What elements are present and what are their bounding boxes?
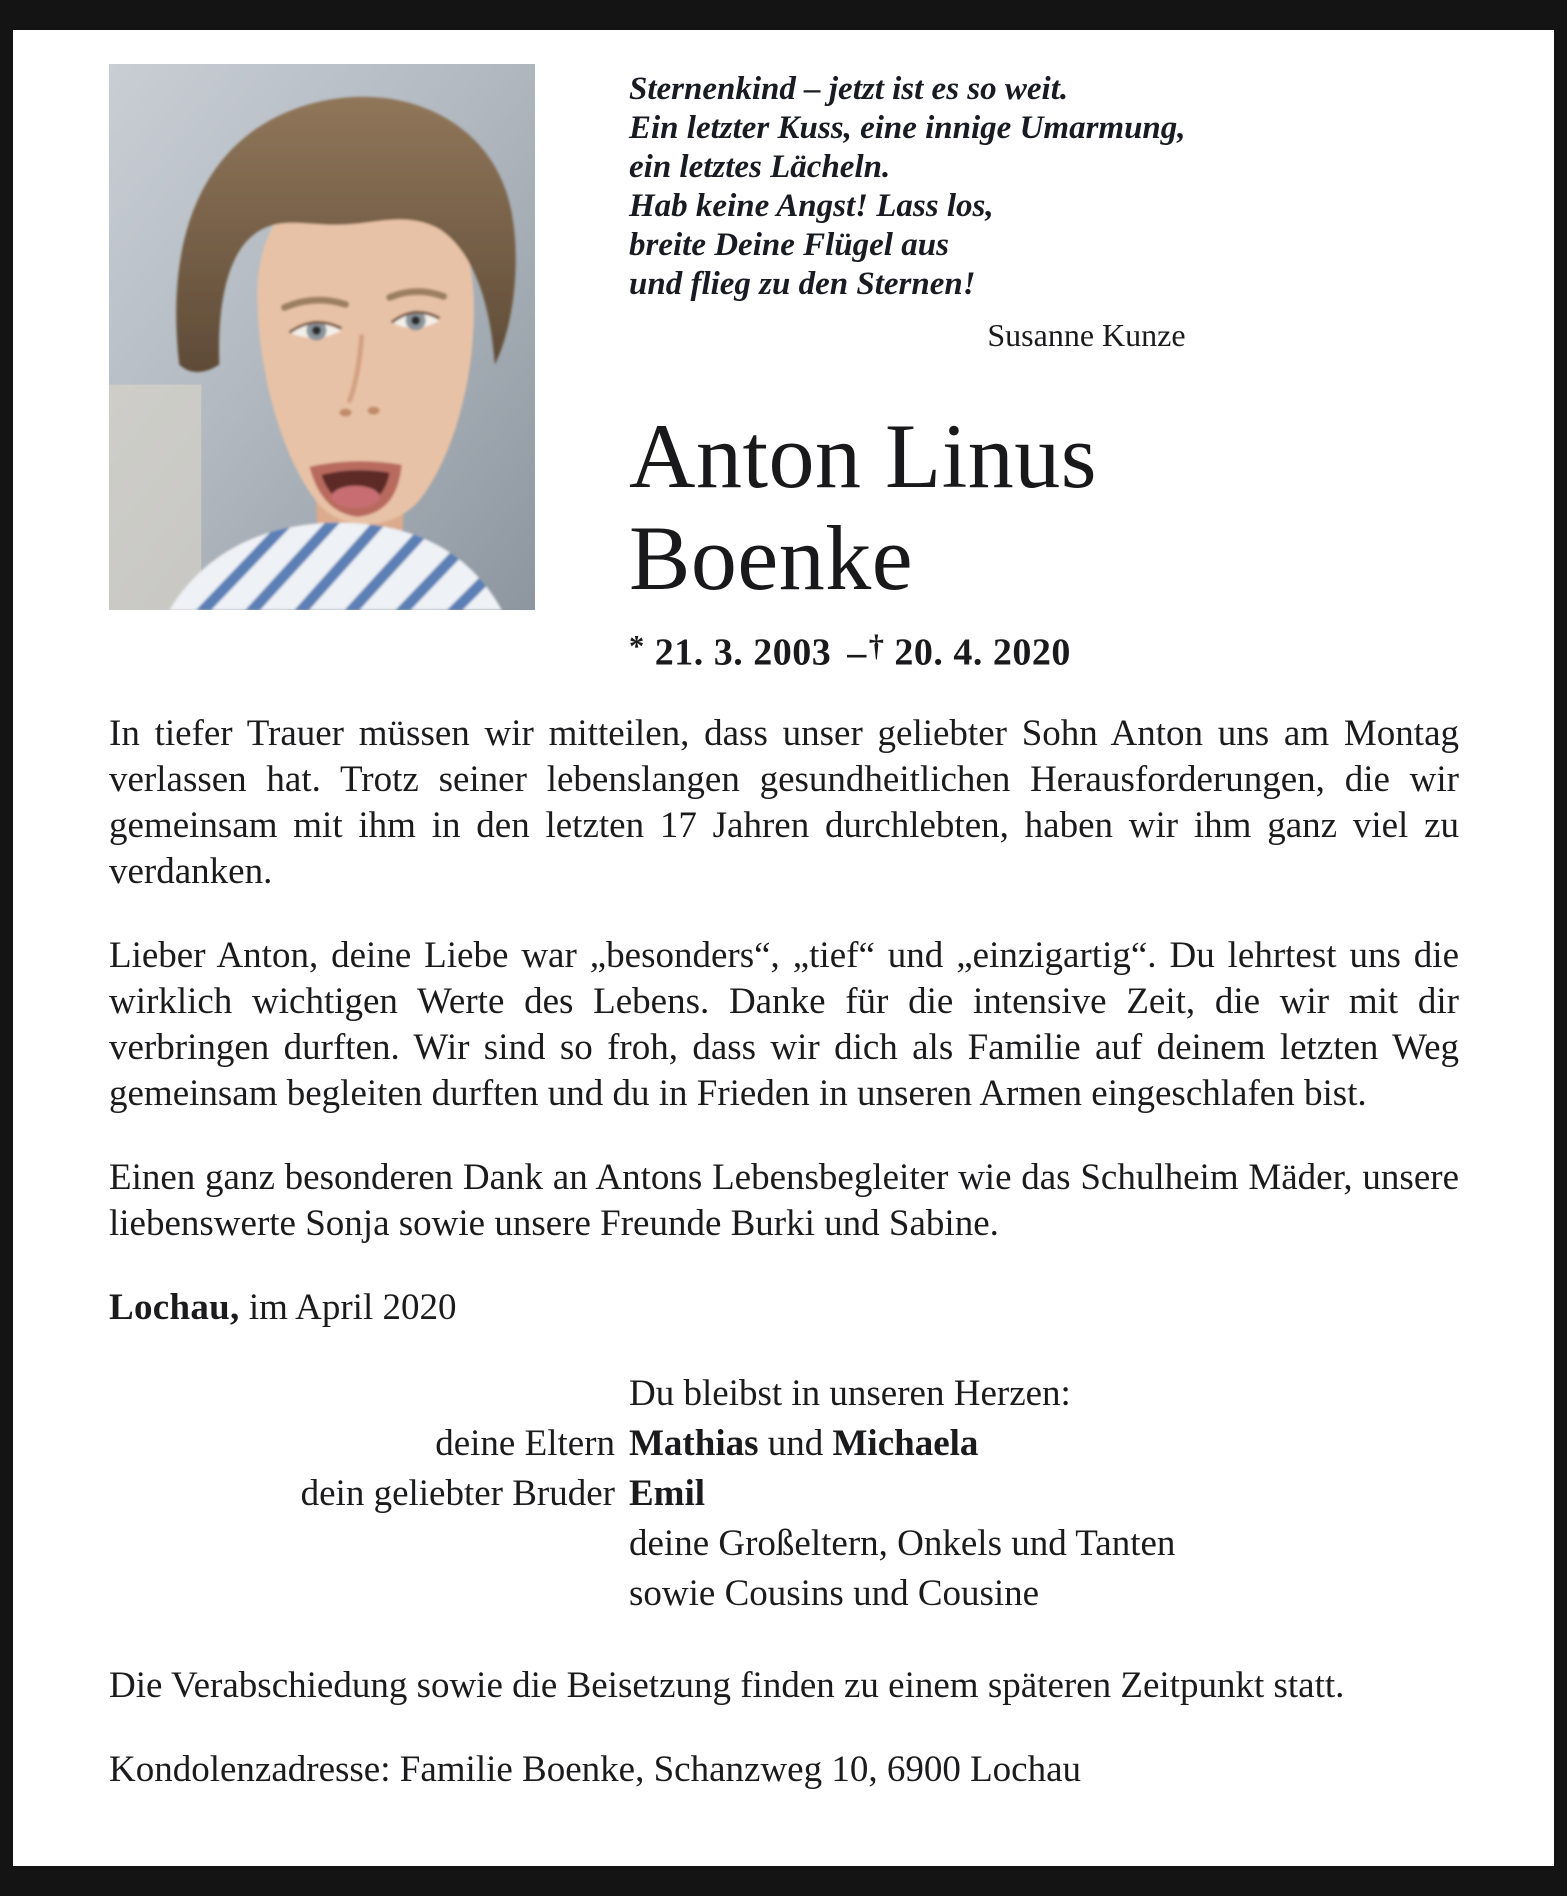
paragraph-announcement: In tiefer Trauer müssen wir mitteilen, dass unser geliebter Sohn Anton uns am Montag verlassen hat. Trotz seiner lebenslangen gesundheitlichen Herausforderungen, die wir gemeinsam mit ihm in den letzten 17 Jahren durchlebten, haben wir ihm ganz viel zu verdanken.: [109, 712, 1459, 892]
place-rest: im April 2020: [248, 1286, 457, 1328]
poem-line: Hab keine Angst! Lass los,: [629, 188, 994, 224]
family-label-empty: [109, 1569, 629, 1619]
top-section: [109, 64, 1459, 675]
deceased-name-line1: Anton Linus: [629, 405, 1098, 507]
header-text-column: [629, 64, 1459, 675]
poem-line: breite Deine Flügel aus: [629, 227, 949, 263]
family-row: [109, 1469, 1459, 1519]
poem-line: Sternenkind – jetzt ist es so weit.: [629, 71, 1069, 107]
parents-label: deine Eltern: [435, 1422, 615, 1464]
poem-line: Ein letzter Kuss, eine innige Umarmung,: [629, 110, 1186, 146]
deceased-name: [629, 405, 1459, 609]
brother-name-wrap: [629, 1469, 705, 1519]
poem-line: und flieg zu den Sternen!: [629, 266, 976, 302]
brother-label: dein geliebter Bruder: [300, 1472, 615, 1514]
paragraph-thanks: Einen ganz besonderen Dank an Antons Lebensbegleiter wie das Schulheim Mäder, unsere liebenswerte Sonja sowie unsere Freunde Burki und Sabine.: [109, 1156, 1459, 1244]
brother-name: Emil: [629, 1472, 706, 1514]
family-heading: Du bleibst in unseren Herzen:: [629, 1372, 1071, 1414]
family-row: [109, 1569, 1459, 1619]
dates-dash: –: [847, 631, 867, 674]
family-row: [109, 1519, 1459, 1569]
paragraph-tribute: Lieber Anton, deine Liebe war „besonders“, „tief“ und „einzigartig“. Du lehrtest uns die wirklich wichtigen Werte des Lebens. Danke für die intensive Zeit, die wir mit dir verbringen durften. Wir sind so froh, dass wir dich als Familie auf deinem letzten Weg gemeinsam begleiten durften und du in Frieden in unseren Armen eingeschlafen bist.: [109, 934, 1459, 1114]
death-date: 20. 4. 2020: [894, 631, 1071, 674]
family-row: [109, 1369, 1459, 1419]
death-symbol: †: [868, 629, 885, 663]
birth-date: 21. 3. 2003: [654, 631, 832, 674]
memorial-poem: [629, 70, 1186, 355]
farewell-notice: Die Verabschiedung sowie die Beisetzung finden zu einem späteren Zeitpunkt statt.: [109, 1664, 1345, 1706]
place-date-line: [109, 1285, 1459, 1331]
family-block: [109, 1369, 1459, 1619]
family-row: [109, 1419, 1459, 1469]
birth-symbol: *: [629, 629, 645, 663]
parents-names: [629, 1419, 978, 1469]
life-dates: [629, 629, 1459, 675]
place-city: Lochau,: [109, 1286, 240, 1328]
poem-line: ein letztes Lächeln.: [629, 149, 891, 185]
father-name: Mathias: [629, 1422, 759, 1464]
family-label-empty: [109, 1519, 629, 1569]
obituary-body: [109, 711, 1459, 1793]
relatives-line2: sowie Cousins und Cousine: [629, 1572, 1040, 1614]
family-label-empty: [109, 1369, 629, 1419]
obituary-content: [13, 30, 1554, 1793]
portrait-illustration: [109, 64, 535, 610]
conjunction: und: [767, 1422, 824, 1464]
portrait-photo: [109, 64, 535, 610]
deceased-name-line2: Boenke: [629, 507, 914, 609]
condolence-address: Kondolenzadresse: Familie Boenke, Schanzweg 10, 6900 Lochau: [109, 1748, 1082, 1790]
relatives-line1: deine Großeltern, Onkels und Tanten: [629, 1522, 1176, 1564]
mother-name: Michaela: [832, 1422, 979, 1464]
poem-author: Susanne Kunze: [987, 317, 1186, 353]
